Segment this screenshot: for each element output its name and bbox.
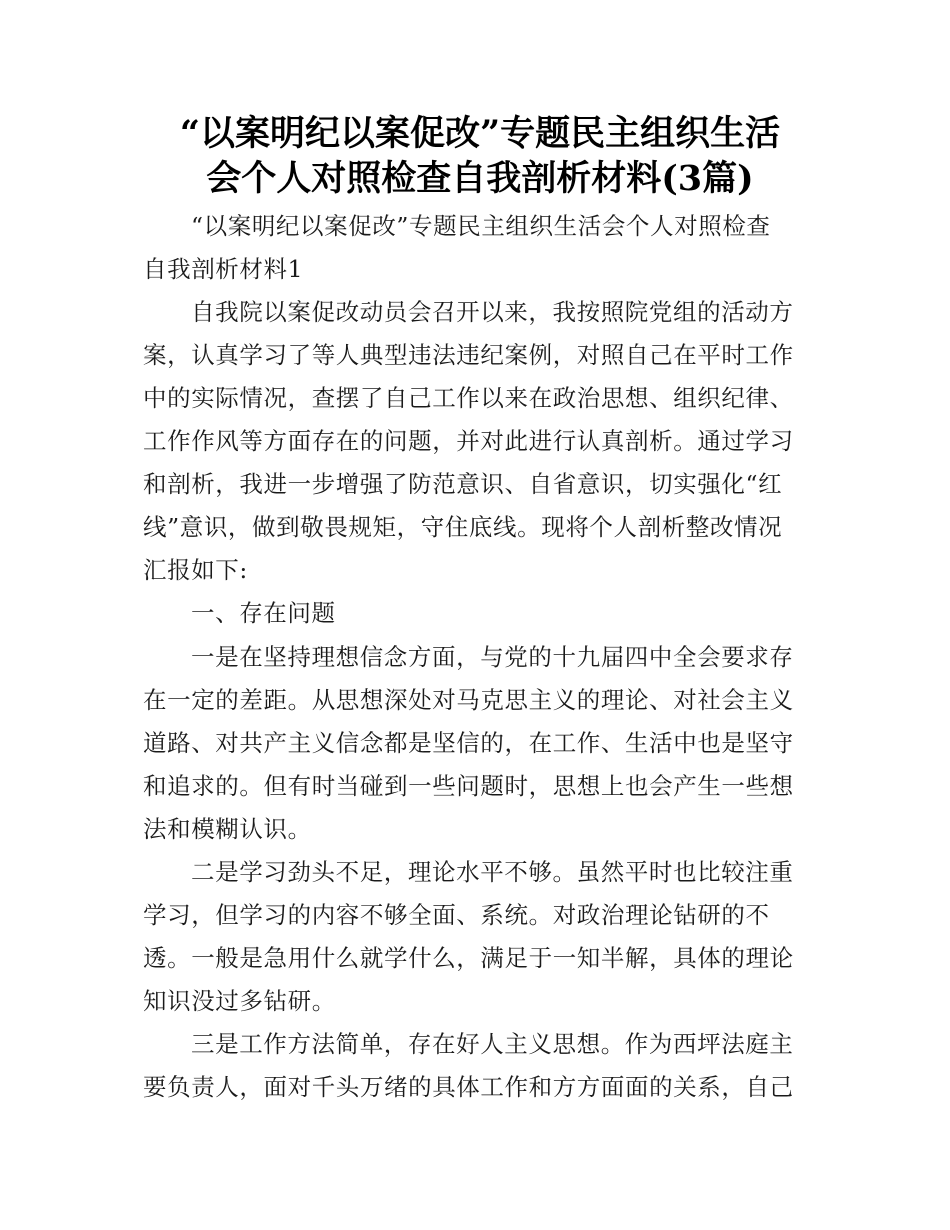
paragraph-line: 一是在坚持理想信念方面，与党的十九届四中全会要求存 [191, 643, 794, 671]
paragraph-line: 案，认真学习了等人典型违法违纪案例，对照自己在平时工作 [143, 341, 794, 369]
paragraph-line: 三是工作方法简单，存在好人主义思想。作为西坪法庭主 [191, 1030, 794, 1058]
paragraph-line: 道路、对共产主义信念都是坚信的，在工作、生活中也是坚守 [143, 729, 794, 757]
section-heading: 一、存在问题 [191, 599, 336, 627]
paragraph-line: 知识没过多钻研。 [143, 987, 336, 1015]
document-title-line-2: 会个人对照检查自我剖析材料(3篇) [206, 158, 754, 199]
paragraph-line: 在一定的差距。从思想深处对马克思主义的理论、对社会主义 [143, 686, 794, 714]
paragraph-line: 二是学习劲头不足，理论水平不够。虽然平时也比较注重 [191, 858, 794, 886]
paragraph-line: 线”意识，做到敬畏规矩，守住底线。现将个人剖析整改情况 [143, 513, 783, 541]
paragraph-line: 学习，但学习的内容不够全面、系统。对政治理论钻研的不 [143, 901, 770, 929]
paragraph-line: 工作作风等方面存在的问题，并对此进行认真剖析。通过学习 [143, 427, 794, 455]
subtitle-line-2: 自我剖析材料1 [143, 255, 304, 283]
paragraph-line: 透。一般是急用什么就学什么，满足于一知半解，具体的理论 [143, 944, 794, 972]
paragraph-line: 要负责人，面对千头万绪的具体工作和方方面面的关系，自己 [143, 1073, 794, 1101]
subtitle-line-1: “以案明纪以案促改”专题民主组织生活会个人对照检查 [191, 212, 771, 240]
paragraph-line: 法和模糊认识。 [143, 815, 312, 843]
paragraph-line: 和剖析，我进一步增强了防范意识、自省意识，切实强化“红 [143, 470, 783, 498]
paragraph-line: 自我院以案促改动员会召开以来，我按照院党组的活动方 [191, 298, 794, 326]
paragraph-line: 中的实际情况，查摆了自己工作以来在政治思想、组织纪律、 [143, 384, 794, 412]
document-title-line-1: “以案明纪以案促改”专题民主组织生活 [179, 113, 781, 154]
paragraph-line: 和追求的。但有时当碰到一些问题时，思想上也会产生一些想 [143, 772, 794, 800]
paragraph-line: 汇报如下: [143, 556, 248, 584]
